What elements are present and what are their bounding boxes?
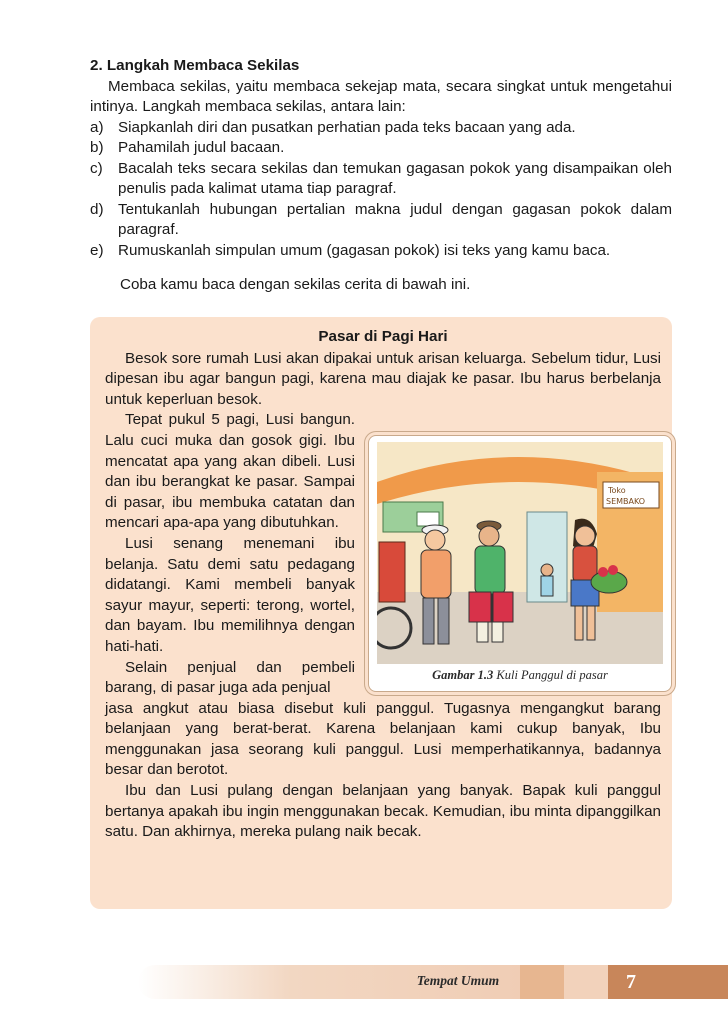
story-paragraph: Ibu dan Lusi pulang dengan belanjaan yang banyak. Bapak kuli panggul bertanya apakah ibu ingin menggunakan becak. Kemudian, ibu minta dipanggilkan satu. Dan akhirnya, mereka pulang naik becak. (105, 782, 661, 841)
story-title: Pasar di Pagi Hari (318, 328, 448, 345)
story-paragraph: Tepat pukul 5 pagi, Lusi bangun. Lalu cuci muka dan gosok gigi. Ibu mencatat apa yang akan dibeli. Lusi dan ibu berangkat ke pasar. Sampai di pasar, ibu membuka catatan dan mencari apa-apa yang dibutuhkan. (105, 411, 355, 532)
list-item: a) Siapkanlah diri dan pusatkan perhatian pada teks bacaan yang ada. (90, 118, 576, 136)
reading-prompt: Coba kamu baca dengan sekilas cerita di bawah ini. (120, 276, 471, 293)
list-item: c) Bacalah teks secara sekilas dan temukan gagasan pokok yang disampaikan oleh penulis pada kalimat utama tiap paragraf. (90, 159, 672, 197)
section-intro: Membaca sekilas, yaitu membaca sekejap mata, secara singkat untuk mengetahui intinya. Langkah membaca sekilas, antara lain: (90, 77, 672, 115)
shop-sign-line2: SEMBAKO (606, 497, 646, 506)
list-item: d) Tentukanlah hubungan pertalian makna judul dengan gagasan pokok dalam paragraf. (90, 200, 672, 238)
figure-caption-text: Kuli Panggul di pasar (496, 668, 608, 682)
story-paragraph: Besok sore rumah Lusi akan dipakai untuk arisan keluarga. Sebelum tidur, Lusi dipesan ibu agar bangun pagi, karena mau diajak ke pasar. Ibu harus berbelanja untuk keperluan besok. (105, 349, 661, 408)
story-paragraph: Lusi senang menemani ibu belanja. Satu demi satu pedagang didatangi. Kami membeli banyak sayur mayur, seperti: terong, wortel, dan bayam. Ibu memilihnya dengan hati-hati. (105, 534, 355, 655)
instruction-section (90, 56, 672, 296)
shop-sign-line1: Toko (608, 486, 626, 495)
list-item: b) Pahamilah judul bacaan. (90, 139, 285, 156)
page-footer (138, 965, 728, 999)
page-number: 7 (608, 965, 728, 999)
figure-caption-label: Gambar 1.3 (432, 668, 494, 682)
chapter-label: Tempat Umum (416, 973, 500, 988)
market-illustration (368, 435, 672, 692)
story-paragraph: jasa angkut atau biasa disebut kuli panggul. Tugasnya mengangkut barang belanjaan yang berat-berat. Karena belanjaan kami cukup banyak, Ibu menggunakan jasa seorang kuli panggul. Lusi memperhatikannya, badannya besar dan berotot. (105, 699, 661, 779)
list-item: e) Rumuskanlah simpulan umum (gagasan pokok) isi teks yang kamu baca. (90, 241, 611, 259)
steps-list (90, 118, 672, 262)
footer-block (520, 965, 564, 999)
figure-caption (369, 668, 671, 683)
story-box (90, 317, 672, 909)
section-heading: 2. Langkah Membaca Sekilas (90, 57, 300, 74)
footer-block (564, 965, 608, 999)
market-scene-drawing (377, 442, 663, 664)
story-paragraph: Selain penjual dan pembeli barang, di pasar juga ada penjual (105, 658, 355, 697)
